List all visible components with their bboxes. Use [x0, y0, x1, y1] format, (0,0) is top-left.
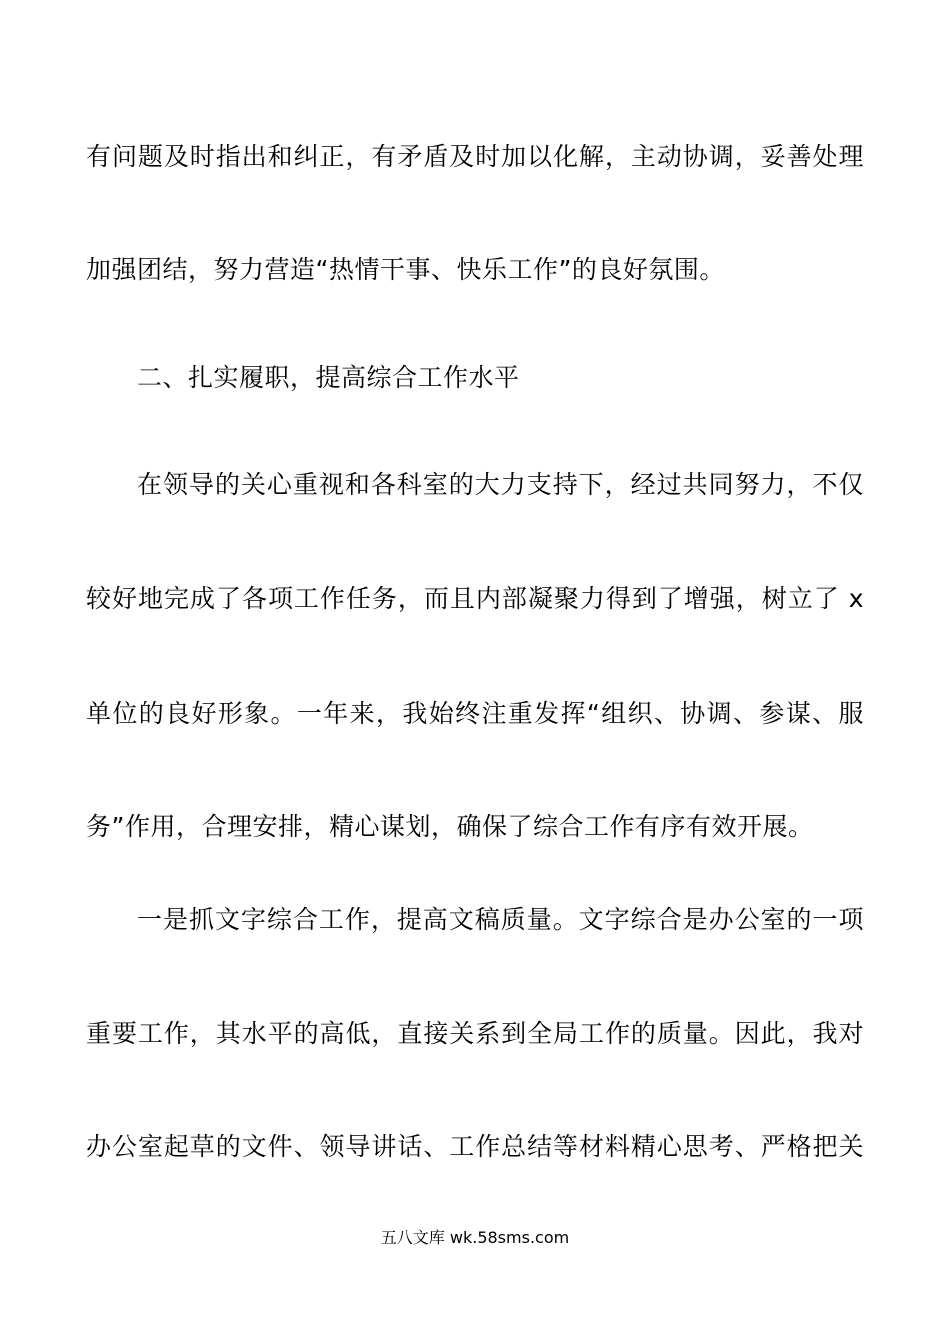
body-text-line: 务”作用，合理安排，精心谋划，确保了综合工作有序有效开展。: [86, 812, 814, 841]
footer-watermark: 五八文库 wk.58sms.com: [380, 1228, 570, 1247]
body-text-line: 较好地完成了各项工作任务，而且内部凝聚力得到了增强，树立了 x: [86, 584, 864, 613]
body-text-line: 在领导的关心重视和各科室的大力支持下，经过共同努力，不仅: [137, 470, 864, 499]
body-text-line: 加强团结，努力营造“热情干事、快乐工作”的良好氛围。: [86, 255, 725, 284]
body-text-line: 单位的良好形象。一年来，我始终注重发挥“组织、协调、参谋、服: [86, 699, 864, 728]
body-text-line: 有问题及时指出和纠正，有矛盾及时加以化解，主动协调，妥善处理: [86, 142, 864, 171]
body-text-line: 重要工作，其水平的高低，直接关系到全局工作的质量。因此，我对: [86, 1019, 864, 1048]
body-text-line: 办公室起草的文件、领导讲话、工作总结等材料精心思考、严格把关: [86, 1132, 864, 1161]
body-text-line: 一是抓文字综合工作，提高文稿质量。文字综合是办公室的一项: [137, 905, 864, 934]
section-heading: 二、扎实履职，提高综合工作水平: [137, 363, 520, 392]
